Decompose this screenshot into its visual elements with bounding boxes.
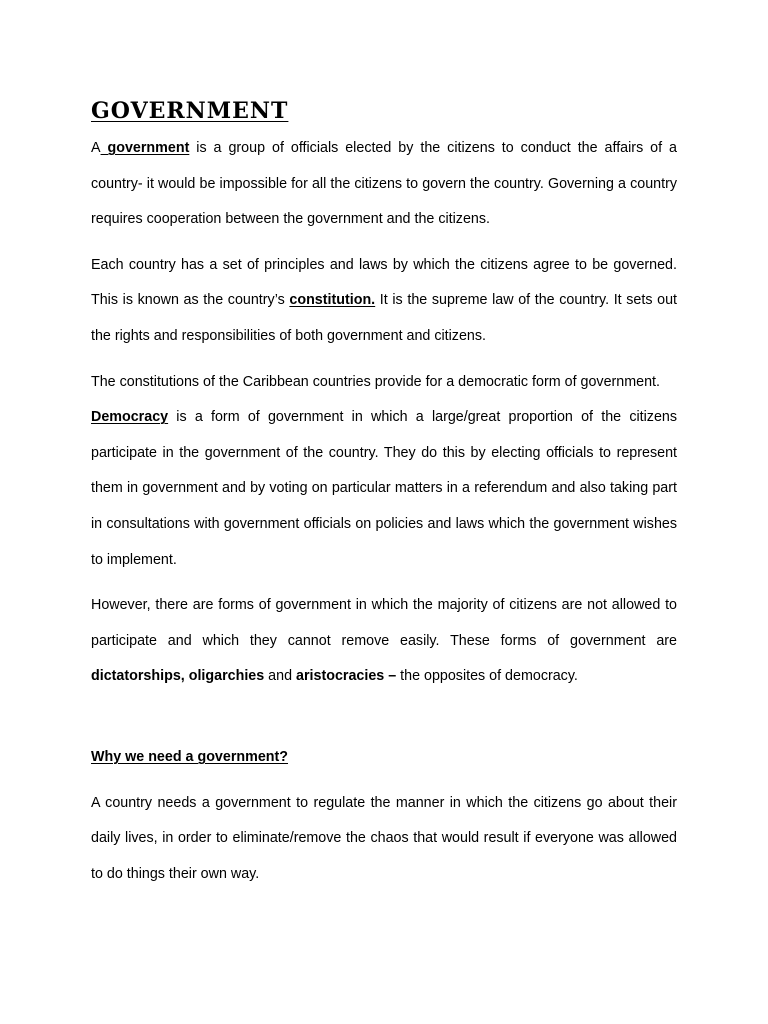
paragraph-text: is a form of government in which a large/great proportion of the citizens participate in the government of the country. They do this by electing officials to represent them in government and by voting on particular matters in a referendum and also taking part in consultations with government officials on policies and laws which the government wishes to implement. [91, 409, 677, 568]
paragraph-text: It is the supreme law of the country. It sets out the rights and responsibilities of both government and citizens. [91, 292, 677, 344]
paragraph-text: the opposites of democracy. [396, 668, 578, 685]
document-title: GOVERNMENT [91, 98, 289, 124]
paragraph-need-government: A country needs a government to regulate the manner in which the citizens go about their daily lives, in order to eliminate/remove the chaos that would result if everyone was allowed to do things their own way. [91, 794, 677, 882]
paragraph-government-definition [91, 131, 677, 238]
spacer [91, 695, 677, 740]
term-aristocracies: aristocracies – [296, 668, 397, 685]
paragraph-democracy [91, 365, 677, 579]
term-democracy: Democracy [91, 409, 169, 426]
paragraph-text: is a group of officials elected by the citizens to conduct the affairs of a country- it would be impossible for all the citizens to govern the country. Governing a country requires cooperation between the government and the citizens. [91, 140, 677, 228]
paragraph-text: However, there are forms of government in which the majority of citizens are not allowed to participate and which they cannot remove easily. These forms of government are [91, 597, 677, 649]
paragraph-text: A [91, 140, 101, 156]
paragraph-other-forms [91, 588, 677, 695]
term-dictatorships-oligarchies: dictatorships, oligarchies [91, 668, 265, 685]
paragraph-text: Each country has a set of principles and laws by which the citizens agree to be governed. This is known as the country’s [91, 256, 677, 309]
term-government: government [100, 140, 190, 156]
term-constitution: constitution. [289, 292, 376, 309]
paragraph-text: The constitutions of the Caribbean countries provide for a democratic form of government. [91, 373, 660, 390]
document-content [91, 96, 677, 902]
section-heading-why-government: Why we need a government? [91, 748, 289, 765]
paragraph-text: and [264, 668, 297, 685]
paragraph-constitution [91, 248, 677, 355]
